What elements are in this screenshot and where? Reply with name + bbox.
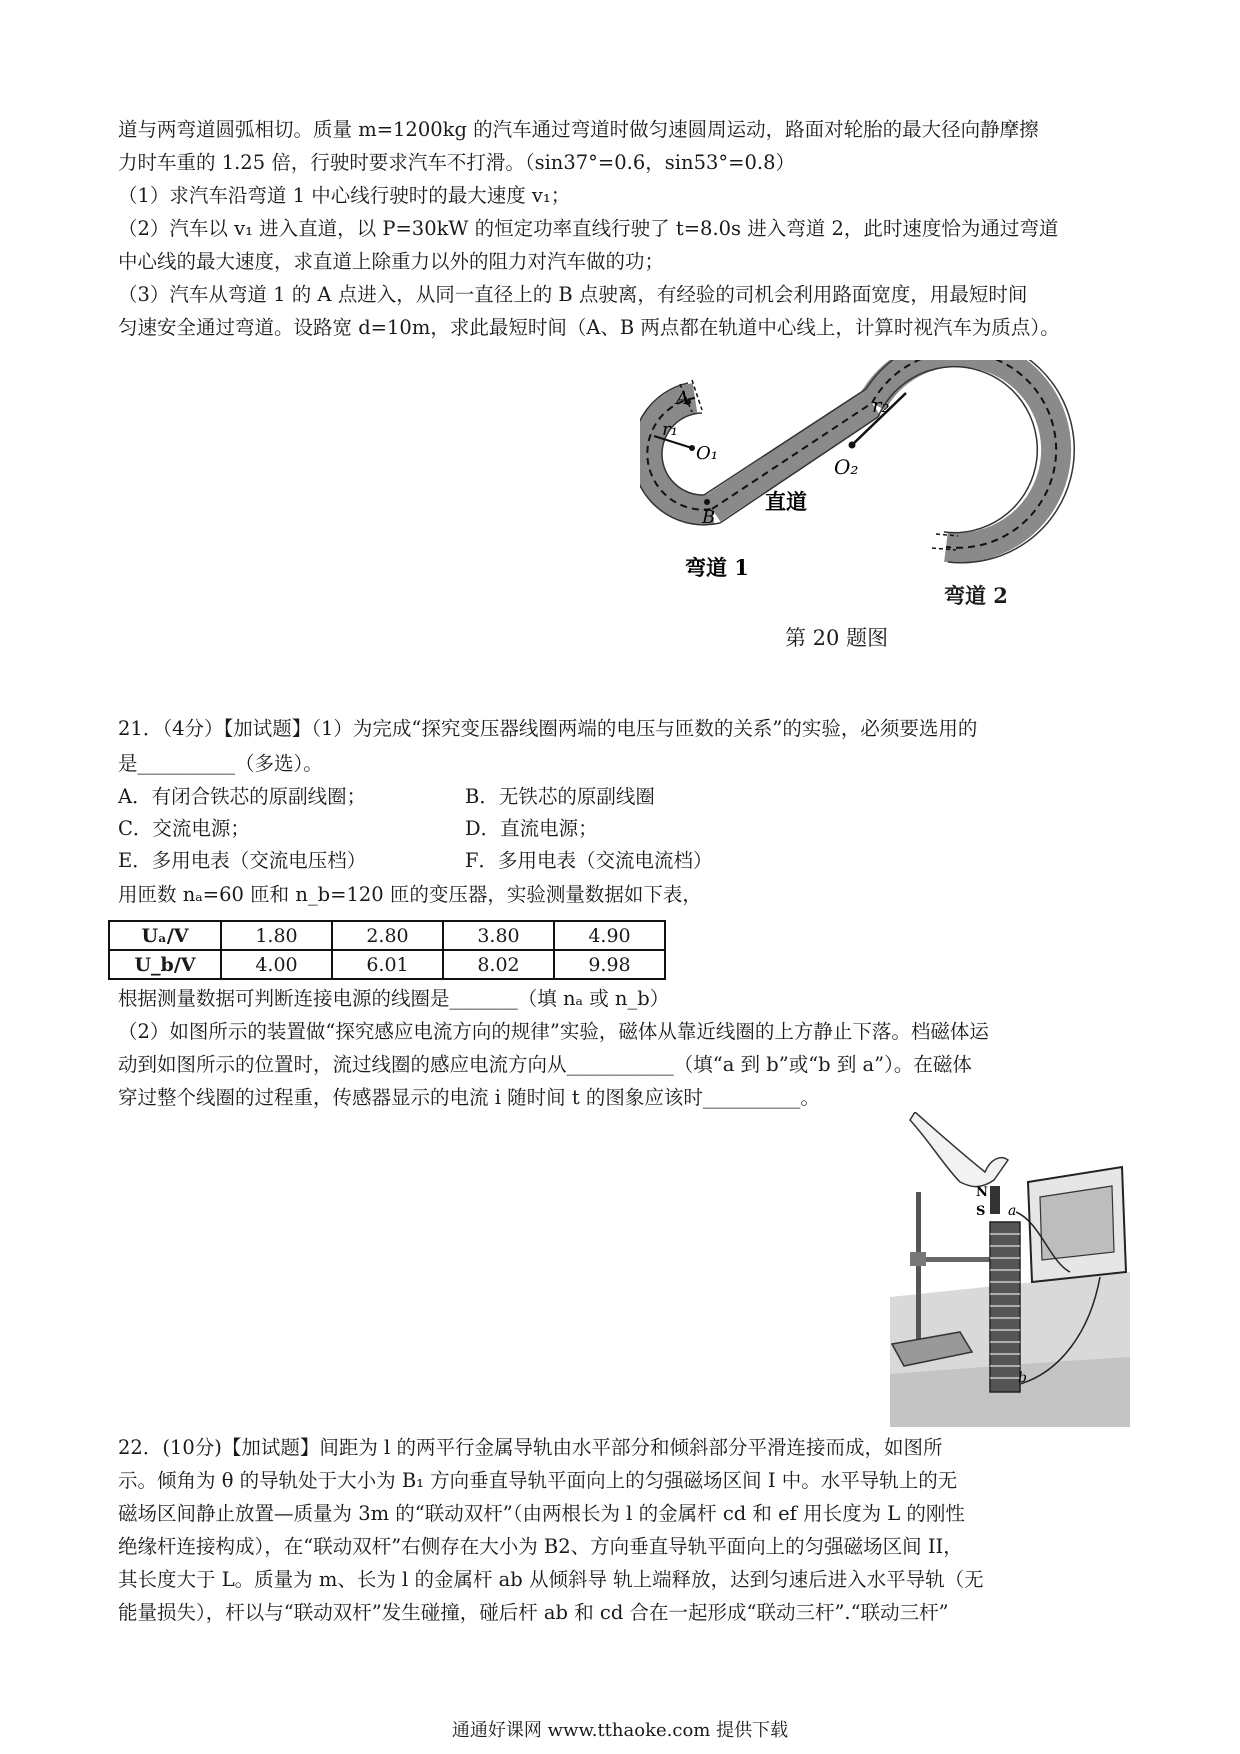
q21-option-d: D．直流电源；	[465, 817, 598, 840]
q21-option-e: E．多用电表（交流电压档）	[118, 849, 367, 872]
coil-terminal-a: a	[1008, 1203, 1017, 1219]
label-bend-2: 弯道 2	[944, 583, 1008, 608]
q20-line-1: 道与两弯道圆弧相切。质量 m=1200kg 的汽车通过弯道时做匀速圆周运动，路面对轮胎的最大径向静摩擦	[118, 118, 1039, 141]
table-cell: 9.98	[554, 950, 665, 979]
q21-option-f: F．多用电表（交流电流档）	[465, 849, 713, 872]
q21-line-5: （2）如图所示的装置做“探究感应电流方向的规律”实验，磁体从靠近线圈的上方静止下落。档磁体运	[118, 1020, 989, 1043]
q21-option-c: C．交流电源；	[118, 817, 250, 840]
q21-option-a: A．有闭合铁芯的原副线圈；	[118, 785, 367, 808]
figure-20-caption: 第 20 题图	[785, 626, 889, 650]
label-bend-1: 弯道 1	[685, 555, 749, 580]
q20-line-3: （1）求汽车沿弯道 1 中心线行驶时的最大速度 v₁；	[118, 184, 571, 207]
table-cell: 6.01	[332, 950, 443, 979]
table-row	[109, 950, 665, 979]
q21-line-4: 根据测量数据可判断连接电源的线圈是_______（填 nₐ 或 n_b）	[118, 987, 670, 1010]
q20-line-6: （3）汽车从弯道 1 的 A 点进入，从同一直径上的 B 点驶离，有经验的司机会利用路面宽度，用最短时间	[118, 283, 1028, 306]
boundary-ticks	[680, 380, 958, 550]
q21-line-3: 用匝数 nₐ=60 匝和 n_b=120 匝的变压器，实验测量数据如下表，	[118, 883, 702, 906]
point-b	[704, 499, 710, 505]
label-b: B	[702, 507, 716, 528]
table-cell: 1.80	[221, 921, 332, 950]
magnet	[990, 1186, 1000, 1214]
center-o2	[849, 442, 856, 449]
q22-line-6: 能量损失），杆以与“联动双杆”发生碰撞，碰后杆 ab 和 cd 合在一起形成“联动三杆”.“联动三杆”	[118, 1601, 949, 1624]
table-row-header: Uₐ/V	[109, 921, 221, 950]
q20-line-2: 力时车重的 1.25 倍，行驶时要求汽车不打滑。（sin37°=0.6，sin53°=0.8）	[118, 151, 795, 174]
magnet-s-label: S	[976, 1204, 986, 1219]
q21-option-b: B．无铁芯的原副线圈	[465, 785, 655, 808]
table-row-header: U_b/V	[109, 950, 221, 979]
label-o1: O₁	[696, 443, 718, 464]
label-r2: r₂	[872, 393, 890, 417]
page-footer: 通通好课网 www.tthaoke.com 提供下载	[451, 1720, 789, 1741]
table-cell: 4.90	[554, 921, 665, 950]
q22-line-3: 磁场区间静止放置—质量为 3m 的“联动双杆”（由两根长为 l 的金属杆 cd 和 ef 用长度为 L 的刚性	[118, 1502, 965, 1525]
q21-line-7: 穿过整个线圈的过程重，传感器显示的电流 i 随时间 t 的图象应该时__________。	[118, 1086, 820, 1109]
label-r1: r₁	[662, 419, 678, 440]
table-cell: 2.80	[332, 921, 443, 950]
q21-line-2: 是__________（多选）。	[118, 752, 323, 775]
label-a: A	[676, 388, 689, 409]
label-straight: 直道	[765, 489, 807, 514]
table-cell: 4.00	[221, 950, 332, 979]
figure-21-apparatus	[890, 1112, 1130, 1427]
label-o2: O₂	[834, 455, 859, 479]
q20-line-7: 匀速安全通过弯道。设路宽 d=10m，求此最短时间（A、B 两点都在轨道中心线上，计算时视汽车为质点）。	[118, 316, 1060, 339]
table-row	[109, 921, 665, 950]
magnet-n-label: N	[976, 1185, 988, 1200]
center-o1	[689, 445, 695, 451]
q22-line-1: 22．(10分)【加试题】间距为 l 的两平行金属导轨由水平部分和倾斜部分平滑连接而成，如图所	[118, 1436, 943, 1459]
q20-line-4: （2）汽车以 v₁ 进入直道，以 P=30kW 的恒定功率直线行驶了 t=8.0s 进入弯道 2，此时速度恰为通过弯道	[118, 217, 1059, 240]
figure-20-road-diagram	[640, 360, 1090, 590]
q22-line-4: 绝缘杆连接构成），在“联动双杆”右侧存在大小为 B2、方向垂直导轨平面向上的匀强磁场区间 II，	[118, 1535, 963, 1558]
voltage-data-table	[108, 920, 666, 980]
table-cell: 3.80	[443, 921, 554, 950]
q22-line-2: 示。倾角为 θ 的导轨处于大小为 B₁ 方向垂直导轨平面向上的匀强磁场区间 I 中。水平导轨上的无	[118, 1469, 958, 1492]
q21-line-1: 21．（4分）【加试题】（1）为完成“探究变压器线圈两端的电压与匝数的关系”的实验，必须要选用的	[118, 717, 978, 740]
q21-line-6: 动到如图所示的位置时，流过线圈的感应电流方向从___________（填“a 到 b”或“b 到 a”）。在磁体	[118, 1053, 972, 1076]
stand-rod	[916, 1192, 921, 1352]
table-cell: 8.02	[443, 950, 554, 979]
q22-line-5: 其长度大于 L。质量为 m、长为 l 的金属杆 ab 从倾斜导 轨上端释放，达到匀速后进入水平导轨（无	[118, 1568, 984, 1591]
coil-terminal-b: b	[1018, 1370, 1027, 1386]
q20-line-5: 中心线的最大速度，求直道上除重力以外的阻力对汽车做的功；	[118, 250, 665, 273]
